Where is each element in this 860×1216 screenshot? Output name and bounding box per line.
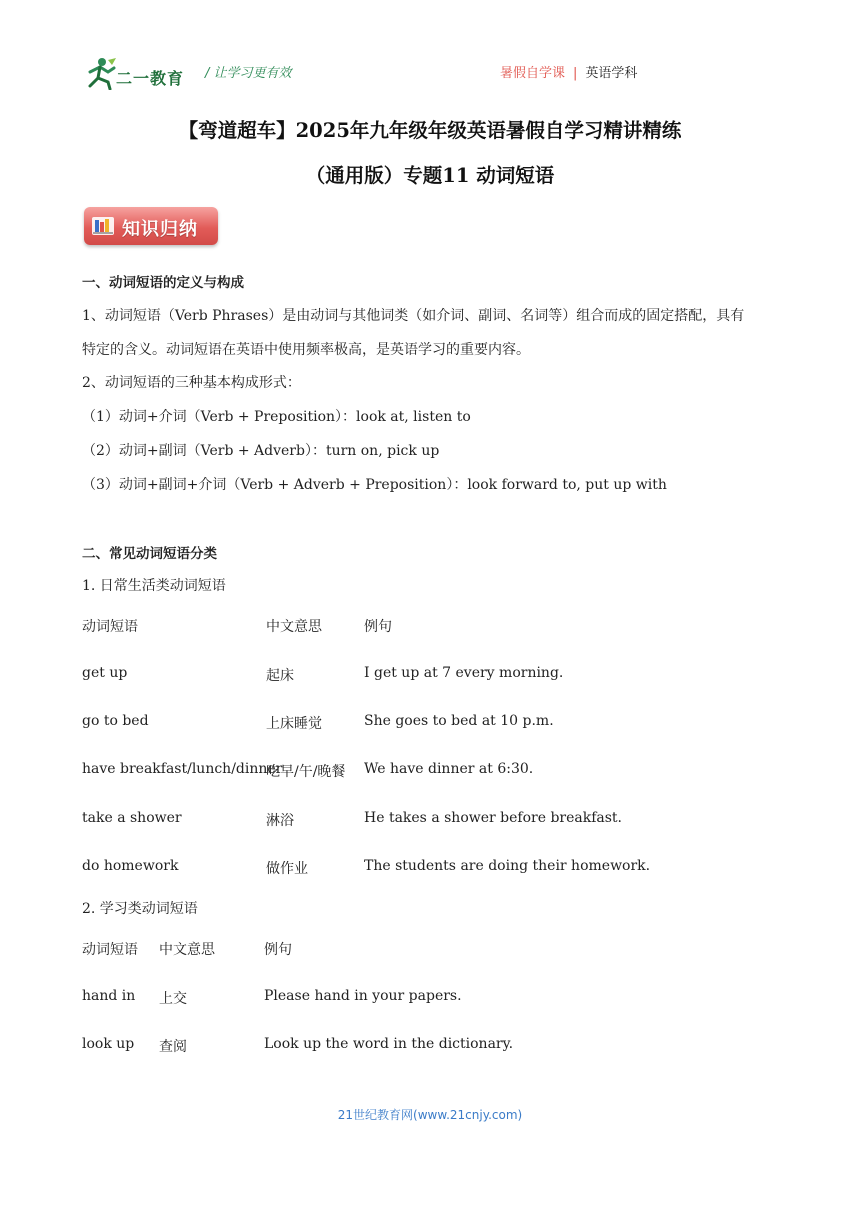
table-cell-meaning: 查阅 — [159, 1039, 187, 1055]
table-cell-phrase: have breakfast/lunch/dinner — [82, 761, 283, 777]
table-cell-example: The students are doing their homework. — [364, 858, 651, 874]
subsection1-title: 1. 日常生活类动词短语 — [82, 578, 226, 594]
header-separator: | — [573, 66, 578, 81]
page-title-line2: （通用版）专题11 动词短语 — [305, 164, 555, 187]
table-cell-phrase: go to bed — [82, 713, 149, 729]
badge-label: 知识归纳 — [122, 219, 198, 240]
table-cell-phrase: do homework — [82, 858, 179, 874]
table-cell-meaning: 上交 — [159, 991, 187, 1007]
table-cell-phrase: hand in — [82, 988, 136, 1004]
table-cell-example: We have dinner at 6:30. — [364, 761, 534, 777]
section1-para1-line1: 1、动词短语（Verb Phrases）是由动词与其他词类（如介词、副词、名词等）组合而成的固定搭配，具有 — [82, 308, 745, 324]
table-cell-example: She goes to bed at 10 p.m. — [364, 713, 554, 729]
header-right — [500, 62, 637, 81]
section2-heading: 二、常见动词短语分类 — [82, 546, 217, 562]
logo-text: 二一教育 — [116, 69, 185, 88]
subsection2-title: 2. 学习类动词短语 — [82, 901, 198, 917]
section1-para2: 2、动词短语的三种基本构成形式： — [82, 375, 301, 391]
form-item-2: （2）动词+副词（Verb + Adverb）：turn on, pick up — [82, 443, 440, 459]
form-item-3: （3）动词+副词+介词（Verb + Adverb + Preposition）：look forward to, put up with — [82, 477, 667, 493]
table-cell-example: He takes a shower before breakfast. — [364, 810, 623, 826]
section1-heading: 一、动词短语的定义与构成 — [82, 275, 244, 291]
page-header — [0, 52, 860, 92]
form-item-1: （1）动词+介词（Verb + Preposition）：look at, listen to — [82, 409, 471, 425]
knowledge-summary-badge — [84, 207, 218, 245]
table-cell-meaning: 吃早/午/晚餐 — [266, 764, 346, 780]
table-cell-phrase: take a shower — [82, 810, 182, 826]
table-cell-meaning: 起床 — [266, 668, 294, 684]
section1-para1-line2: 特定的含义。动词短语在英语中使用频率极高，是英语学习的重要内容。 — [82, 342, 530, 358]
table-header-meaning: 中文意思 — [266, 619, 322, 635]
table-cell-meaning: 淋浴 — [266, 813, 294, 829]
runner-logo-icon — [84, 56, 118, 90]
table-header-example: 例句 — [264, 942, 292, 958]
table-cell-meaning: 做作业 — [266, 861, 308, 877]
table-header-phrase: 动词短语 — [82, 619, 138, 635]
table-header-meaning: 中文意思 — [159, 942, 215, 958]
page-footer: 21世纪教育网(www.21cnjy.com) — [337, 1108, 523, 1122]
table-cell-meaning: 上床睡觉 — [266, 716, 322, 732]
table-header-example: 例句 — [364, 619, 392, 635]
course-label: 暑假自学课 — [500, 66, 566, 81]
table-cell-example: Please hand in your papers. — [264, 988, 462, 1004]
slogan: / 让学习更有效 — [205, 66, 292, 81]
table-cell-phrase: get up — [82, 665, 128, 681]
table-cell-example: I get up at 7 every morning. — [364, 665, 564, 681]
table-header-phrase: 动词短语 — [82, 942, 138, 958]
page-title-line1: 【弯道超车】2025年九年级年级英语暑假自学习精讲精练 — [178, 119, 682, 142]
table-cell-example: Look up the word in the dictionary. — [264, 1036, 514, 1052]
logo — [84, 56, 194, 90]
subject-label: 英语学科 — [585, 66, 638, 81]
table-cell-phrase: look up — [82, 1036, 135, 1052]
book-icon — [90, 213, 116, 239]
